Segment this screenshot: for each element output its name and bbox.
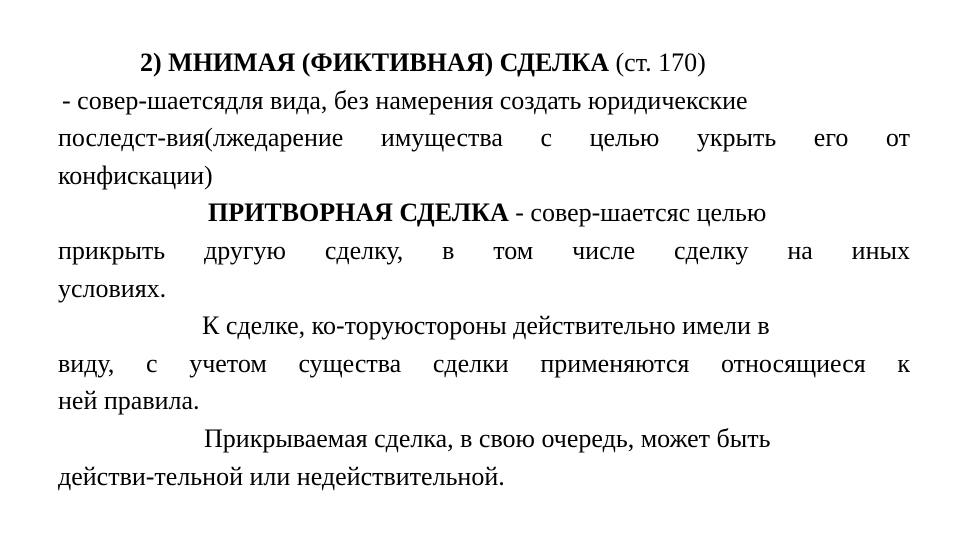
word: применяются <box>540 348 690 378</box>
sham-deal-term: ПРИТВОРНАЯ СДЕЛКА <box>208 198 509 228</box>
word: существа <box>298 348 402 378</box>
covered-deal-validity-line-2: действи-тельной или недействительной. <box>58 461 505 491</box>
word: сделки <box>432 348 509 378</box>
word: от <box>885 123 910 153</box>
sham-deal-definition-line-1 <box>58 194 910 232</box>
applicable-rules-line-1: К сделке, ко-торуюстороны действительно имели в <box>202 311 770 341</box>
word: к <box>897 348 910 378</box>
word: целью <box>589 123 660 153</box>
word: иных <box>851 235 910 265</box>
word: числе <box>572 235 636 265</box>
word: виду, <box>58 348 115 378</box>
word: с <box>145 348 158 378</box>
sham-deal-definition-line-3: условиях. <box>58 273 167 303</box>
word: сделку, <box>324 235 404 265</box>
fictitious-deal-definition-line-2 <box>58 119 910 157</box>
word: прикрыть <box>58 235 166 265</box>
fictitious-deal-definition-line-1: - совер-шаетсядля вида, без намерения создать юридичекские <box>62 85 748 115</box>
word: относящиеся <box>721 348 866 378</box>
word: последст-вия(лжедарение <box>58 123 344 153</box>
word: сделку <box>673 235 749 265</box>
heading-article-reference: (ст. 170) <box>609 48 706 77</box>
heading-bold-text: 2) МНИМАЯ (ФИКТИВНАЯ) СДЕЛКА <box>140 48 610 77</box>
word: с <box>540 123 552 153</box>
word: том <box>493 235 534 265</box>
applicable-rules-line-3: ней правила. <box>58 386 200 416</box>
word: учетом <box>189 348 267 378</box>
word: имущества <box>380 123 503 153</box>
word: его <box>813 123 849 153</box>
word: на <box>787 235 813 265</box>
section-heading-fictitious-deal <box>58 44 910 82</box>
sham-deal-definition-line-2 <box>58 232 910 270</box>
applicable-rules-line-2 <box>58 345 910 383</box>
covered-deal-validity-line-1: Прикрываемая сделка, в свою очередь, может быть <box>204 423 771 453</box>
word: другую <box>204 235 286 265</box>
word: укрыть <box>696 123 777 153</box>
slide-text-body <box>58 44 910 495</box>
sham-deal-definition-start: - совер-шаетсяс целью <box>508 198 767 228</box>
fictitious-deal-definition-line-3: конфискации) <box>58 160 213 190</box>
word: в <box>442 235 455 265</box>
